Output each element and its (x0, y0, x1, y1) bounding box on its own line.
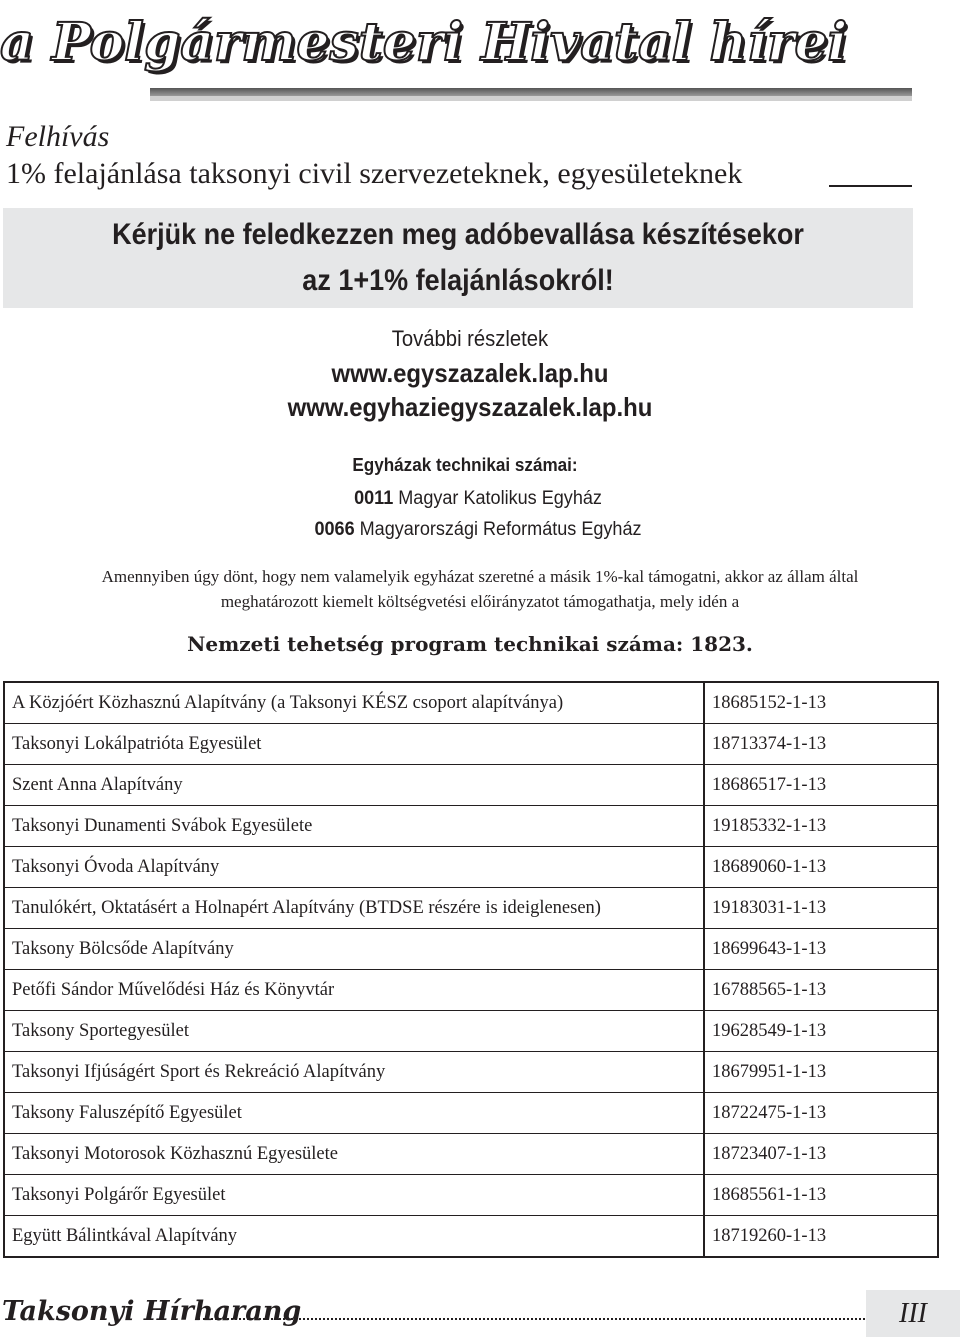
appeal-line-1: Kérjük ne feledkezzen meg adóbevallása készítésekor (112, 218, 804, 251)
organization-name: Taksonyi Polgárőr Egyesület (4, 1175, 704, 1216)
table-row (4, 1052, 938, 1093)
table-row (4, 1134, 938, 1175)
organization-tax-id: 18689060-1-13 (704, 847, 938, 888)
church-item (24, 488, 932, 510)
church-code: 0011 (354, 488, 394, 509)
info-paragraph-line-1: Amennyiben úgy dönt, hogy nem valamelyik egyházat szeretné a másik 1%-kal támogatni, akkor az állam által (101, 567, 859, 586)
organization-name: Tanulókért, Oktatásért a Holnapért Alapítvány (BTDSE részére is ideiglenesen) (4, 888, 704, 929)
organization-tax-id: 18719260-1-13 (704, 1216, 938, 1258)
organization-tax-id: 18679951-1-13 (704, 1052, 938, 1093)
organization-name: Taksony Bölcsőde Alapítvány (4, 929, 704, 970)
organization-tax-id: 19628549-1-13 (704, 1011, 938, 1052)
organization-tax-id: 18723407-1-13 (704, 1134, 938, 1175)
banner-underline (150, 88, 912, 96)
call-heading: Felhívás (6, 120, 110, 153)
banner-underline-shadow (150, 96, 912, 101)
organization-tax-id: 18722475-1-13 (704, 1093, 938, 1134)
table-row (4, 1175, 938, 1216)
organization-tax-id: 18685152-1-13 (704, 682, 938, 724)
organization-name: Taksonyi Lokálpatrióta Egyesület (4, 724, 704, 765)
church-name: Magyarországi Református Egyház (359, 519, 642, 540)
details-url-1: www.egyszazalek.lap.hu (331, 358, 609, 388)
table-row (4, 970, 938, 1011)
churches-title: Egyházak technikai számai: (352, 455, 578, 475)
organization-tax-id: 16788565-1-13 (704, 970, 938, 1011)
table-row (4, 806, 938, 847)
organization-name: Szent Anna Alapítvány (4, 765, 704, 806)
church-item (24, 519, 932, 541)
table-row (4, 929, 938, 970)
table-row (4, 765, 938, 806)
organization-tax-id: 18686517-1-13 (704, 765, 938, 806)
info-paragraph-line-2: meghatározott kiemelt költségvetési előirányzatot támogathatja, mely idén a (220, 592, 740, 611)
organization-name: Taksonyi Motorosok Közhasznú Egyesülete (4, 1134, 704, 1175)
section-banner-title: a Polgármesteri Hivatal hírei (0, 12, 848, 73)
organization-name: Taksony Faluszépítő Egyesület (4, 1093, 704, 1134)
subtitle-rule (829, 185, 912, 187)
organization-name: Petőfi Sándor Művelődési Ház és Könyvtár (4, 970, 704, 1011)
organization-name: Taksonyi Óvoda Alapítvány (4, 847, 704, 888)
table-row (4, 888, 938, 929)
organization-name: Taksonyi Dunamenti Svábok Egyesülete (4, 806, 704, 847)
call-subtitle: 1% felajánlása taksonyi civil szervezeteknek, egyesületeknek (6, 157, 743, 190)
appeal-line-2: az 1+1% felajánlásokról! (302, 264, 614, 297)
church-code: 0066 (314, 519, 355, 540)
table-row (4, 1216, 938, 1258)
table-row (4, 682, 938, 724)
footer-dotted-rule (198, 1318, 865, 1320)
details-label: További részletek (391, 326, 549, 351)
organization-name: Együtt Bálintkával Alapítvány (4, 1216, 704, 1258)
table-row (4, 1011, 938, 1052)
church-name: Magyar Katolikus Egyház (398, 488, 602, 509)
program-number: Nemzeti tehetség program technikai száma: 1823. (187, 632, 753, 656)
organization-tax-id: 18685561-1-13 (704, 1175, 938, 1216)
organizations-table (3, 681, 939, 1258)
organization-tax-id: 19183031-1-13 (704, 888, 938, 929)
details-url-2: www.egyhaziegyszazalek.lap.hu (287, 392, 653, 422)
organization-tax-id: 18713374-1-13 (704, 724, 938, 765)
page-number: III (866, 1290, 960, 1337)
organization-name: Taksony Sportegyesület (4, 1011, 704, 1052)
organization-name: A Közjóért Közhasznú Alapítvány (a Taksonyi KÉSZ csoport alapítványa) (4, 682, 704, 724)
table-row (4, 1093, 938, 1134)
table-row (4, 724, 938, 765)
organization-tax-id: 19185332-1-13 (704, 806, 938, 847)
organization-tax-id: 18699643-1-13 (704, 929, 938, 970)
publication-logo: Taksonyi Hírharang (2, 1296, 302, 1327)
table-row (4, 847, 938, 888)
organization-name: Taksonyi Ifjúságért Sport és Rekreáció Alapítvány (4, 1052, 704, 1093)
